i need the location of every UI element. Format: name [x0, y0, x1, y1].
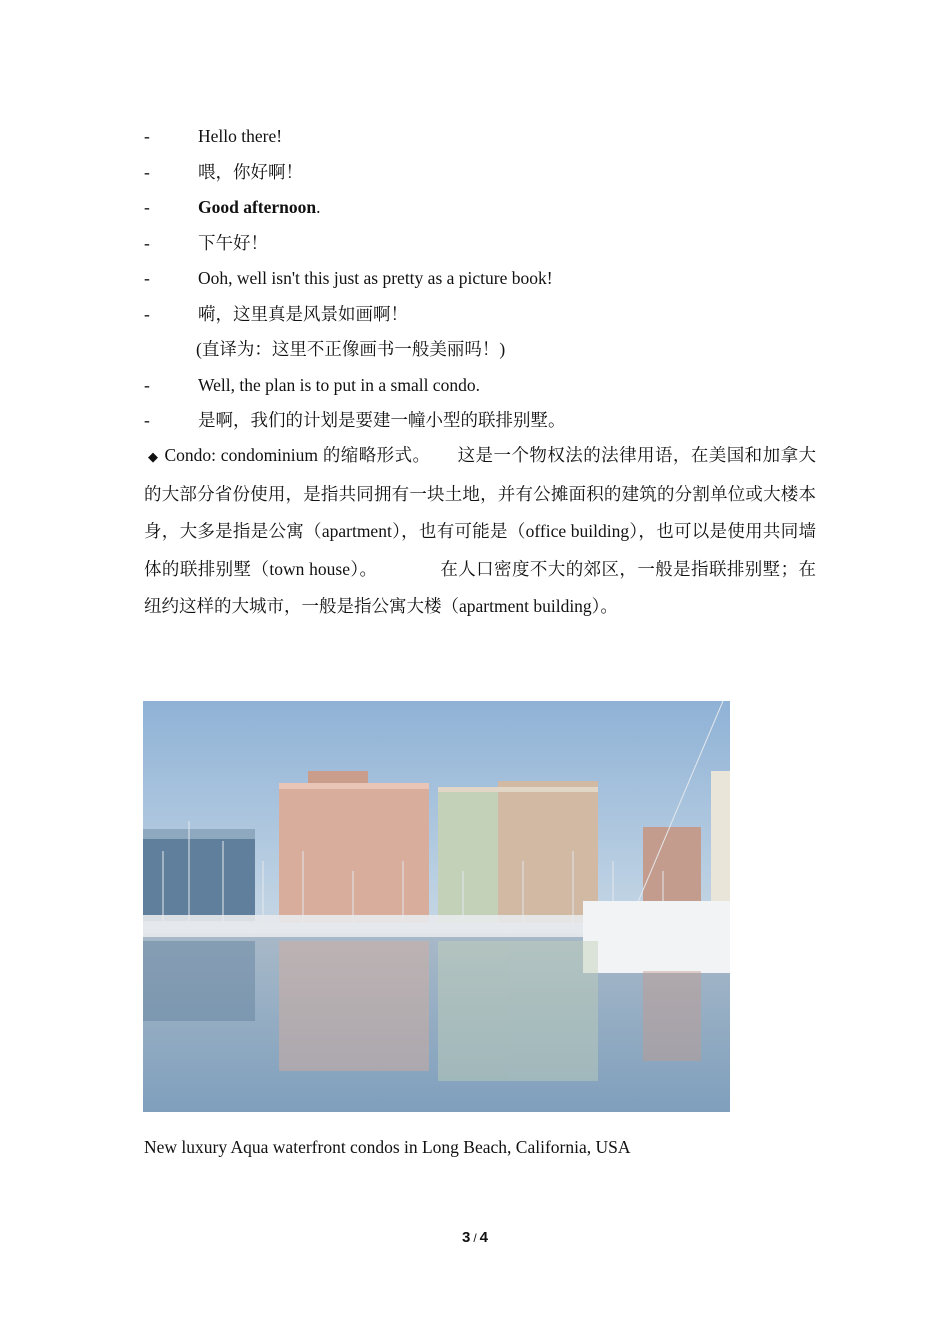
line-dash: - — [144, 410, 150, 430]
line-dash: - — [144, 161, 150, 182]
line-text-bold: Good afternoon — [198, 197, 317, 217]
line-dash: - — [144, 197, 150, 217]
green-tower — [438, 781, 598, 923]
translation-note: (直译为：这里不正像画书一般美丽吗！) — [196, 339, 506, 359]
dialogue-line — [144, 226, 824, 262]
line-dash: - — [144, 126, 150, 146]
diamond-bullet-icon: ◆ — [148, 449, 159, 464]
dialogue-line — [144, 119, 824, 155]
pink-tower — [279, 771, 429, 923]
current-page: 3 — [461, 1229, 471, 1246]
dialogue-line — [144, 368, 824, 404]
explanation-text: Condo: condominium 的缩略形式。 这是一个物权法的法律用语，在美国和加拿大的大部分省份使用，是指共同拥有一块土地，并有公摊面积的建筑的分割单位或大楼本身，大多是指是公寓（apartment），也有可能是（office building），也可以是使用共同墙体的联排别墅（town house）。 在人口密度不大的郊区，一般是指联排别墅；在纽约这样的大城市，一般是指公寓大楼（apartment building）。 — [144, 445, 817, 617]
yacht — [583, 901, 730, 973]
dialogue-line — [144, 190, 824, 226]
total-pages: 4 — [479, 1229, 489, 1246]
line-dash: - — [144, 374, 150, 395]
left-glass-building — [143, 829, 255, 921]
dialogue-line — [144, 155, 824, 191]
dialogue-line — [144, 297, 824, 333]
explanation-paragraph — [144, 437, 816, 626]
line-text: 喂，你好啊！ — [198, 161, 303, 182]
line-text: 是啊，我们的计划是要建一幢小型的联排别墅。 — [198, 410, 566, 430]
line-text: 下午好！ — [198, 232, 268, 253]
photo-caption: New luxury Aqua waterfront condos in Long Beach, California, USA — [144, 1137, 631, 1157]
line-dash: - — [144, 232, 150, 253]
line-text-tail: . — [316, 197, 321, 217]
line-text: Hello there! — [198, 126, 283, 146]
dialogue-line — [144, 403, 824, 439]
dialogue-note-line — [144, 332, 824, 368]
line-text: Ooh, well isn't this just as pretty as a picture book! — [198, 268, 553, 288]
page-number — [0, 1229, 950, 1246]
line-dash: - — [144, 268, 150, 288]
line-text: 嗬，这里真是风景如画啊！ — [198, 303, 408, 324]
line-text: Well, the plan is to put in a small condo. — [198, 374, 480, 395]
page-separator: / — [473, 1231, 477, 1245]
dialogue-block — [144, 119, 824, 439]
dialogue-line — [144, 261, 824, 297]
line-dash: - — [144, 303, 150, 324]
marina-photo — [143, 701, 730, 1112]
